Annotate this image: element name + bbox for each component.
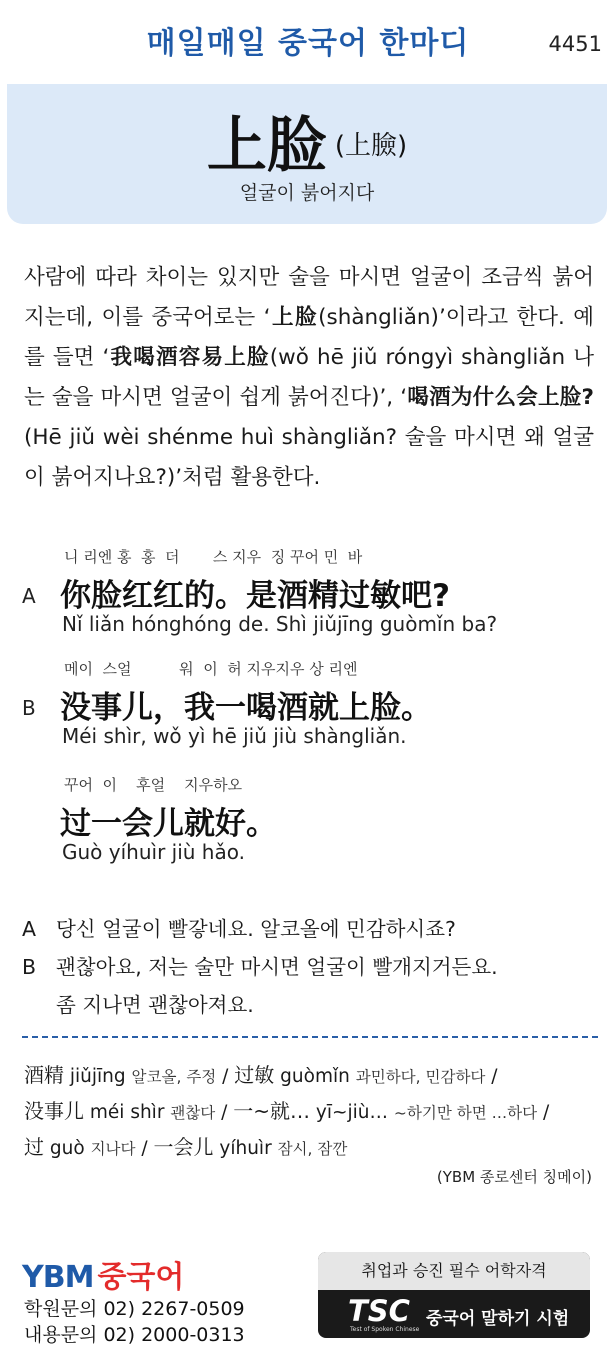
vocab-pinyin: méi shìr: [89, 1102, 165, 1123]
vocab-chinese: 一~就…: [233, 1099, 311, 1123]
dialogue-ruby: 꾸어 이 후얼 지우하오: [64, 776, 243, 794]
vocab-chinese: 一会儿: [153, 1135, 214, 1159]
headword: 上脸: [206, 111, 327, 181]
vocab-chinese: 过: [24, 1135, 44, 1159]
explanation-text: (shàngliǎn)’이라고 한다. 예를 들면 ‘: [24, 305, 594, 370]
dialogue-pinyin: Guò yíhuìr jiù hǎo.: [62, 840, 245, 864]
ad-tagline: 취업과 승진 필수 어학자격: [318, 1252, 590, 1290]
ybm-chinese-logo: [22, 1252, 184, 1296]
dialogue-chinese: 你脸红红的。是酒精过敏吧?: [60, 578, 450, 614]
vocab-pinyin: yíhuìr: [219, 1138, 272, 1159]
translation-row: [22, 948, 602, 986]
tsc-advertisement: [318, 1252, 590, 1338]
author-credit: (YBM 종로센터 칭메이): [436, 1168, 592, 1186]
vocab-pinyin: guòmǐn: [280, 1066, 350, 1087]
issue-number: 4451: [548, 32, 602, 56]
header: [0, 0, 616, 84]
vocab-meaning: ~하기만 하면 …하다: [393, 1104, 538, 1122]
explanation-chinese: 上脸: [270, 305, 319, 330]
translation-row: [22, 986, 602, 1024]
dialogue-speaker: B: [22, 696, 36, 720]
translation-text: 좀 지나면 괜찮아져요.: [56, 993, 254, 1017]
tsc-logo-subtitle: Test of Spoken Chinese: [350, 1326, 420, 1333]
translation-speaker: B: [22, 955, 37, 979]
explanation-paragraph: [24, 258, 594, 498]
logo-chinese-text: 중국어: [97, 1260, 185, 1295]
dialogue-ruby: 메이 스얼 워 이 허 지우지우 상 리엔: [64, 660, 358, 678]
dialogue-line-b-cont: [22, 768, 602, 868]
vocab-meaning: 지나다: [90, 1140, 136, 1158]
dialogue-ruby: 니 리엔 홍 홍 더 스 지우 징 꾸어 민 바: [64, 548, 363, 566]
explanation-text: (Hē jiǔ wèi shénme huì shàngliǎn? 술을 마시면 왜 얼굴이 붉어지나요?)’처럼 활용한다.: [24, 425, 594, 490]
series-title: 매일매일 중국어 한마디: [146, 26, 470, 61]
vocab-pinyin: yī~jiù…: [315, 1102, 389, 1123]
vocab-meaning: 과민하다, 민감하다: [355, 1068, 486, 1086]
translation-text: 괜찮아요, 저는 술만 마시면 얼굴이 빨개지거든요.: [56, 955, 498, 979]
academy-contact: 학원문의 02) 2267-0509: [24, 1298, 245, 1320]
dashed-divider: [22, 1036, 598, 1038]
translation-speaker: A: [22, 917, 37, 941]
vocab-pinyin: guò: [49, 1138, 85, 1159]
dialogue-line-a: [22, 540, 602, 640]
vocab-chinese: 酒精: [24, 1063, 64, 1087]
dialogue-pinyin: Nǐ liǎn hónghóng de. Shì jiǔjīng guòmǐn ba?: [62, 612, 498, 636]
headword-box: [7, 84, 607, 224]
headword-meaning: 얼굴이 붉어지다: [239, 182, 375, 204]
vocab-chinese: 过敏: [234, 1063, 275, 1087]
dialogue-chinese: 没事儿，我一喝酒就上脸。: [60, 690, 432, 726]
translation-row: [22, 910, 602, 948]
headword-line: [7, 98, 607, 184]
dialogue-chinese: 过一会儿就好。: [60, 806, 277, 842]
headword-traditional: (上臉): [334, 131, 408, 161]
translation-speaker: [22, 986, 56, 1024]
vocabulary-list: 酒精 jiǔjīng 알코올, 주정 / 过敏 guòmǐn 과민하다, 민감하다 / 没事儿 méi shìr 괜찮다 / 一~就… yī~jiù… ~하기만 하면 …하다 / 过 guò 지나다 / 一会儿 yíhuìr 잠시, 잠깐: [24, 1063, 550, 1159]
tsc-logo: TSC: [348, 1294, 410, 1328]
vocab-chinese: 没事儿: [24, 1099, 84, 1123]
translation: [22, 910, 602, 1024]
dialogue-pinyin: Méi shìr, wǒ yì hē jiǔ jiù shàngliǎn.: [62, 724, 407, 748]
vocab-meaning: 잠시, 잠깐: [277, 1140, 348, 1158]
explanation-text: (wǒ hē jiǔ róngyì shàngliǎn 나는 술을 마시면 얼굴이 쉽게 붉어진다)’, ‘: [24, 345, 594, 410]
ad-title: 중국어 말하기 시험: [426, 1309, 570, 1329]
explanation-chinese: 我喝酒容易上脸: [109, 345, 270, 370]
vocab-meaning: 알코올, 주정: [131, 1068, 217, 1086]
vocab-pinyin: jiǔjīng: [69, 1066, 126, 1087]
explanation-chinese: 喝酒为什么会上脸?: [407, 385, 594, 410]
dialogue-speaker: A: [22, 584, 36, 608]
content-contact: 내용문의 02) 2000-0313: [24, 1324, 245, 1346]
vocab-meaning: 괜찮다: [170, 1104, 216, 1122]
dialogue-line-b: [22, 652, 602, 752]
logo-ybm-text: YBM: [22, 1260, 94, 1295]
translation-text: 당신 얼굴이 빨갛네요. 알코올에 민감하시죠?: [56, 917, 456, 941]
explanation-text: 사람에 따라 차이는 있지만 술을 마시면 얼굴이 조금씩 붉어지는데, 이를 중국어로는 ‘: [24, 265, 594, 330]
